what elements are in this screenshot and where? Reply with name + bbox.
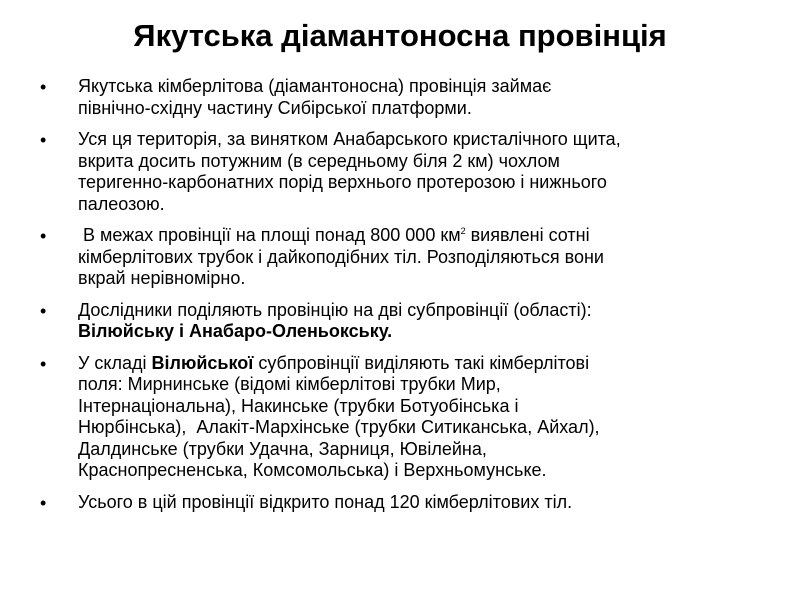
bullet-item-6: [40, 492, 730, 514]
bullet-item-1: [40, 76, 730, 119]
bullet-marker: •: [40, 492, 47, 513]
bullet-1-line-1: Якутська кімберлітова (діамантоносна) провінція займає: [78, 76, 552, 96]
bullet-item-2: [40, 129, 730, 215]
bullet-2-line-4: палеозою.: [78, 193, 165, 214]
bullet-item-5: [40, 353, 730, 482]
bullet-3-text-a: В межах провінції на площі понад 800 000 км: [78, 225, 461, 245]
bullet-5-line-1: [78, 353, 730, 375]
bullet-marker: •: [40, 77, 47, 97]
bullet-list: [40, 76, 730, 523]
bullet-1-line-2: північно-східну частину Сибірської платформи.: [78, 97, 472, 118]
bullet-marker: •: [40, 130, 47, 150]
bullet-4-line-1: Дослідники поділяють провінцію на дві субпровінції (області):: [78, 299, 592, 320]
bullet-5-text-a: У складі: [78, 352, 152, 373]
bullet-3-text-b: виявлені сотні: [465, 225, 590, 245]
bullet-3-line-3: вкрай нерівномірно.: [78, 268, 246, 288]
bullet-5-line-3: Інтернаціональна), Накинське (трубки Ботуобінська і: [78, 395, 519, 416]
bullet-marker: •: [40, 353, 47, 374]
bullet-4-line-2-bold: Вілюйську і Анабаро-Оленьокську.: [78, 321, 393, 341]
bullet-marker: •: [40, 226, 47, 246]
bullet-5-bold-term: Вілюйської: [151, 352, 254, 373]
bullet-5-line-4: Нюрбінська), Алакіт-Мархінське (трубки Ситиканська, Айхал),: [78, 417, 600, 437]
bullet-2-line-1: Уся ця територія, за винятком Анабарського кристалічного щита,: [78, 129, 621, 149]
slide-title: Якутська діамантоносна провінція: [133, 18, 667, 53]
bullet-5-text-b: субпровінції виділяють такі кімберлітові: [253, 352, 590, 373]
bullet-5-line-6: Краснопресненська, Комсомольська) і Верхньомунське.: [78, 460, 547, 480]
bullet-2-line-2: вкрита досить потужним (в середньому біля 2 км) чохлом: [78, 150, 560, 171]
bullet-marker: •: [40, 300, 47, 321]
bullet-3-line-1: [78, 225, 730, 247]
bullet-6-line-1: Усього в цій провінції відкрито понад 120 кімберлітових тіл.: [78, 491, 573, 512]
bullet-3-line-2: кімберлітових трубок і дайкоподібних тіл. Розподіляються вони: [78, 246, 604, 267]
bullet-5-line-2: поля: Мирнинське (відомі кімберлітові трубки Мир,: [78, 374, 501, 394]
bullet-item-3: [40, 225, 730, 290]
bullet-item-4: [40, 300, 730, 343]
bullet-2-line-3: теригенно-карбонатних порід верхнього протерозою і нижнього: [78, 172, 607, 192]
bullet-5-line-5: Далдинське (трубки Удачна, Зарниця, Ювілейна,: [78, 438, 487, 459]
superscript-2: 2: [460, 226, 466, 236]
